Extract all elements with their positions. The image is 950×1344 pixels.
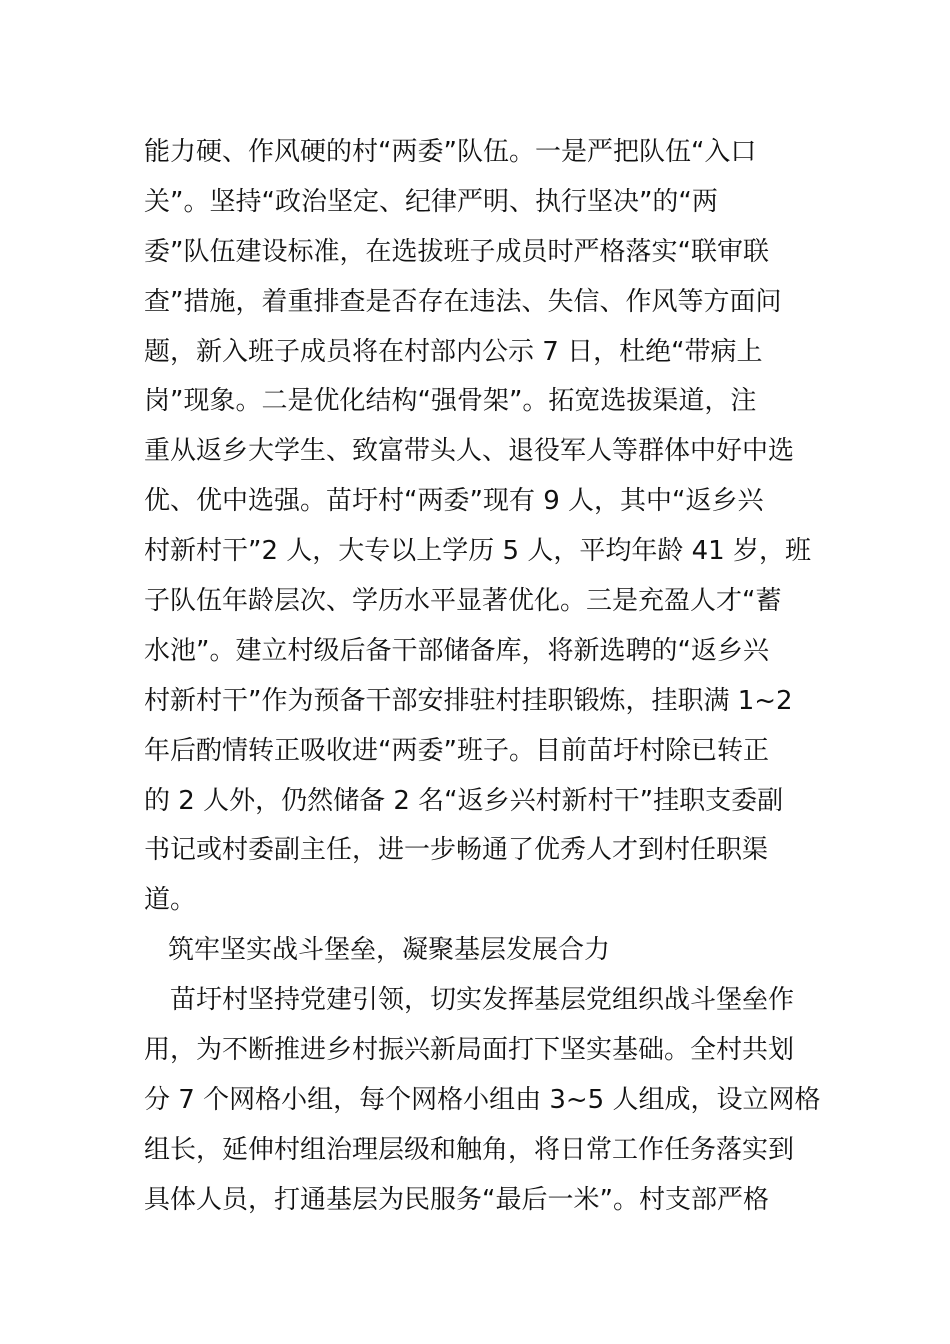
text-line: 水池”。建立村级后备干部储备库，将新选聘的“返乡兴 xyxy=(144,635,769,666)
text-line: 子队伍年龄层次、学历水平显著优化。三是充盈人才“蓄 xyxy=(144,586,782,617)
text-line: 书记或村委副主任，进一步畅通了优秀人才到村任职渠 xyxy=(144,835,769,866)
text-line: 关”。坚持“政治坚定、纪律严明、执行坚决”的“两 xyxy=(144,186,718,217)
text-line: 村新村干”2 人，大专以上学历 5 人，平均年龄 41 岁，班 xyxy=(144,536,811,567)
text-line: 组长，延伸村组治理层级和触角，将日常工作任务落实到 xyxy=(144,1134,795,1165)
section-heading: 筑牢坚实战斗堡垒，凝聚基层发展合力 xyxy=(168,935,611,966)
text-line: 查”措施，着重排查是否存在违法、失信、作风等方面问 xyxy=(144,286,782,317)
text-line: 重从返乡大学生、致富带头人、退役军人等群体中好中选 xyxy=(144,436,795,467)
text-line: 村新村干”作为预备干部安排驻村挂职锻炼，挂职满 1~2 xyxy=(144,685,793,716)
text-line: 题，新入班子成员将在村部内公示 7 日，杜绝“带病上 xyxy=(144,336,763,367)
text-line: 具体人员，打通基层为民服务“最后一米”。村支部严格 xyxy=(144,1184,769,1215)
paragraph-1 xyxy=(144,128,811,926)
text-line: 年后酌情转正吸收进“两委”班子。目前苗圩村除已转正 xyxy=(144,735,769,766)
text-line: 岗”现象。二是优化结构“强骨架”。拓宽选拔渠道，注 xyxy=(144,386,757,417)
text-line: 用，为不断推进乡村振兴新局面打下坚实基础。全村共划 xyxy=(144,1035,795,1066)
text-line: 能力硬、作风硬的村“两委”队伍。一是严把队伍“入口 xyxy=(144,137,757,167)
text-line: 的 2 人外，仍然储备 2 名“返乡兴村新村干”挂职支委副 xyxy=(144,785,784,816)
text-line: 道。 xyxy=(144,885,197,916)
text-line: 优、优中选强。苗圩村“两委”现有 9 人，其中“返乡兴 xyxy=(144,486,764,517)
text-line: 委”队伍建设标准，在选拔班子成员时严格落实“联审联 xyxy=(144,236,769,267)
text-line: 分 7 个网格小组，每个网格小组由 3~5 人组成，设立网格 xyxy=(144,1084,821,1115)
paragraph-2 xyxy=(144,976,821,1225)
text-line: 苗圩村坚持党建引领，切实发挥基层党组织战斗堡垒作 xyxy=(170,985,795,1016)
document-body xyxy=(144,128,821,1226)
